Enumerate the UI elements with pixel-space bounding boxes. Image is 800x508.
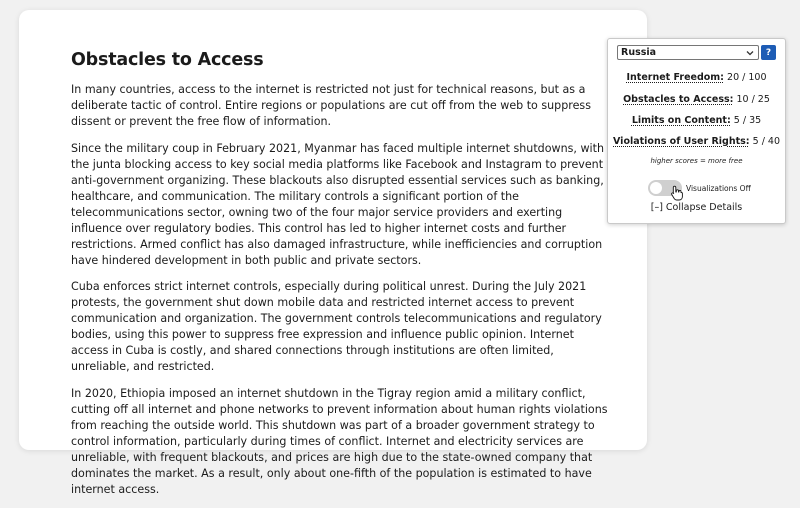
stat-limits-on-content (608, 115, 785, 126)
country-details-panel (607, 38, 786, 224)
article-paragraph: In many countries, access to the internet is restricted not just for technical reasons, but as a deliberate tactic of control. Entire regions or populations are cut off from the web to suppress dissent or prevent the free flow of information. (71, 83, 591, 128)
stat-internet-freedom (608, 72, 785, 83)
country-select-value: Russia (621, 47, 657, 58)
help-button[interactable]: ? (761, 45, 776, 60)
chevron-down-icon (745, 48, 755, 58)
stat-value: 5 / 40 (752, 136, 780, 147)
country-select[interactable] (617, 45, 759, 60)
visualizations-toggle-row (648, 180, 751, 196)
article (71, 50, 611, 508)
article-paragraph: Since the military coup in February 2021, Myanmar has faced multiple internet shutdowns, with the junta blocking access to key social media platforms like Facebook and Instagram to prevent anti-government organizing. These blackouts also disrupted essential services such as banking, healthcare, and communication. The military controls a significant portion of the telecommunications sector, owning two of the four major service providers and exerting influence over regulatory bodies. This control has led to higher internet costs and further restrictions. Armed conflict has also damaged infrastructure, while inefficiencies and corruption have hindered development in both public and private sectors. (71, 141, 604, 267)
toggle-knob (650, 182, 662, 194)
hand-pointer-icon (670, 185, 684, 201)
stat-value: 5 / 35 (733, 115, 762, 126)
stat-label[interactable]: Violations of User Rights: (613, 136, 750, 147)
article-paragraph: In 2020, Ethiopia imposed an internet shutdown in the Tigray region amid a military conflict, cutting off all internet and phone networks to prevent information about human rights violations from reaching the outside world. This shutdown was part of a broader government strategy to control information, particularly during times of conflict. Internet and electricity services are unreliable, with frequent blackouts, and prices are high due to the state-owned company that dominates the market. As a result, only about one-fifth of the population is estimated to have internet access. (71, 386, 608, 496)
collapse-details-link[interactable]: [–] Collapse Details (650, 202, 743, 213)
stat-obstacles-to-access (608, 94, 785, 105)
stat-violations-of-user-rights (608, 136, 785, 147)
stat-label[interactable]: Internet Freedom: (626, 72, 724, 83)
toggle-label: Visualizations Off (686, 183, 751, 193)
stat-label[interactable]: Limits on Content: (631, 115, 731, 126)
stat-label[interactable]: Obstacles to Access: (623, 94, 734, 105)
country-select-row (617, 45, 776, 60)
article-paragraph: Cuba enforces strict internet controls, especially during political unrest. During the July 2021 protests, the government shut down mobile data and restricted internet access to prevent communication and organization. The government controls telecommunications and regulatory bodies, using this power to suppress free expression and influence public opinion. Internet access in Cuba is costly, and shared connections through institutions are often limited, unreliable, and restricted. (71, 280, 602, 373)
article-title: Obstacles to Access (71, 50, 264, 70)
score-note: higher scores = more free (650, 157, 743, 165)
stat-value: 10 / 25 (736, 94, 770, 105)
stat-value: 20 / 100 (727, 72, 767, 83)
